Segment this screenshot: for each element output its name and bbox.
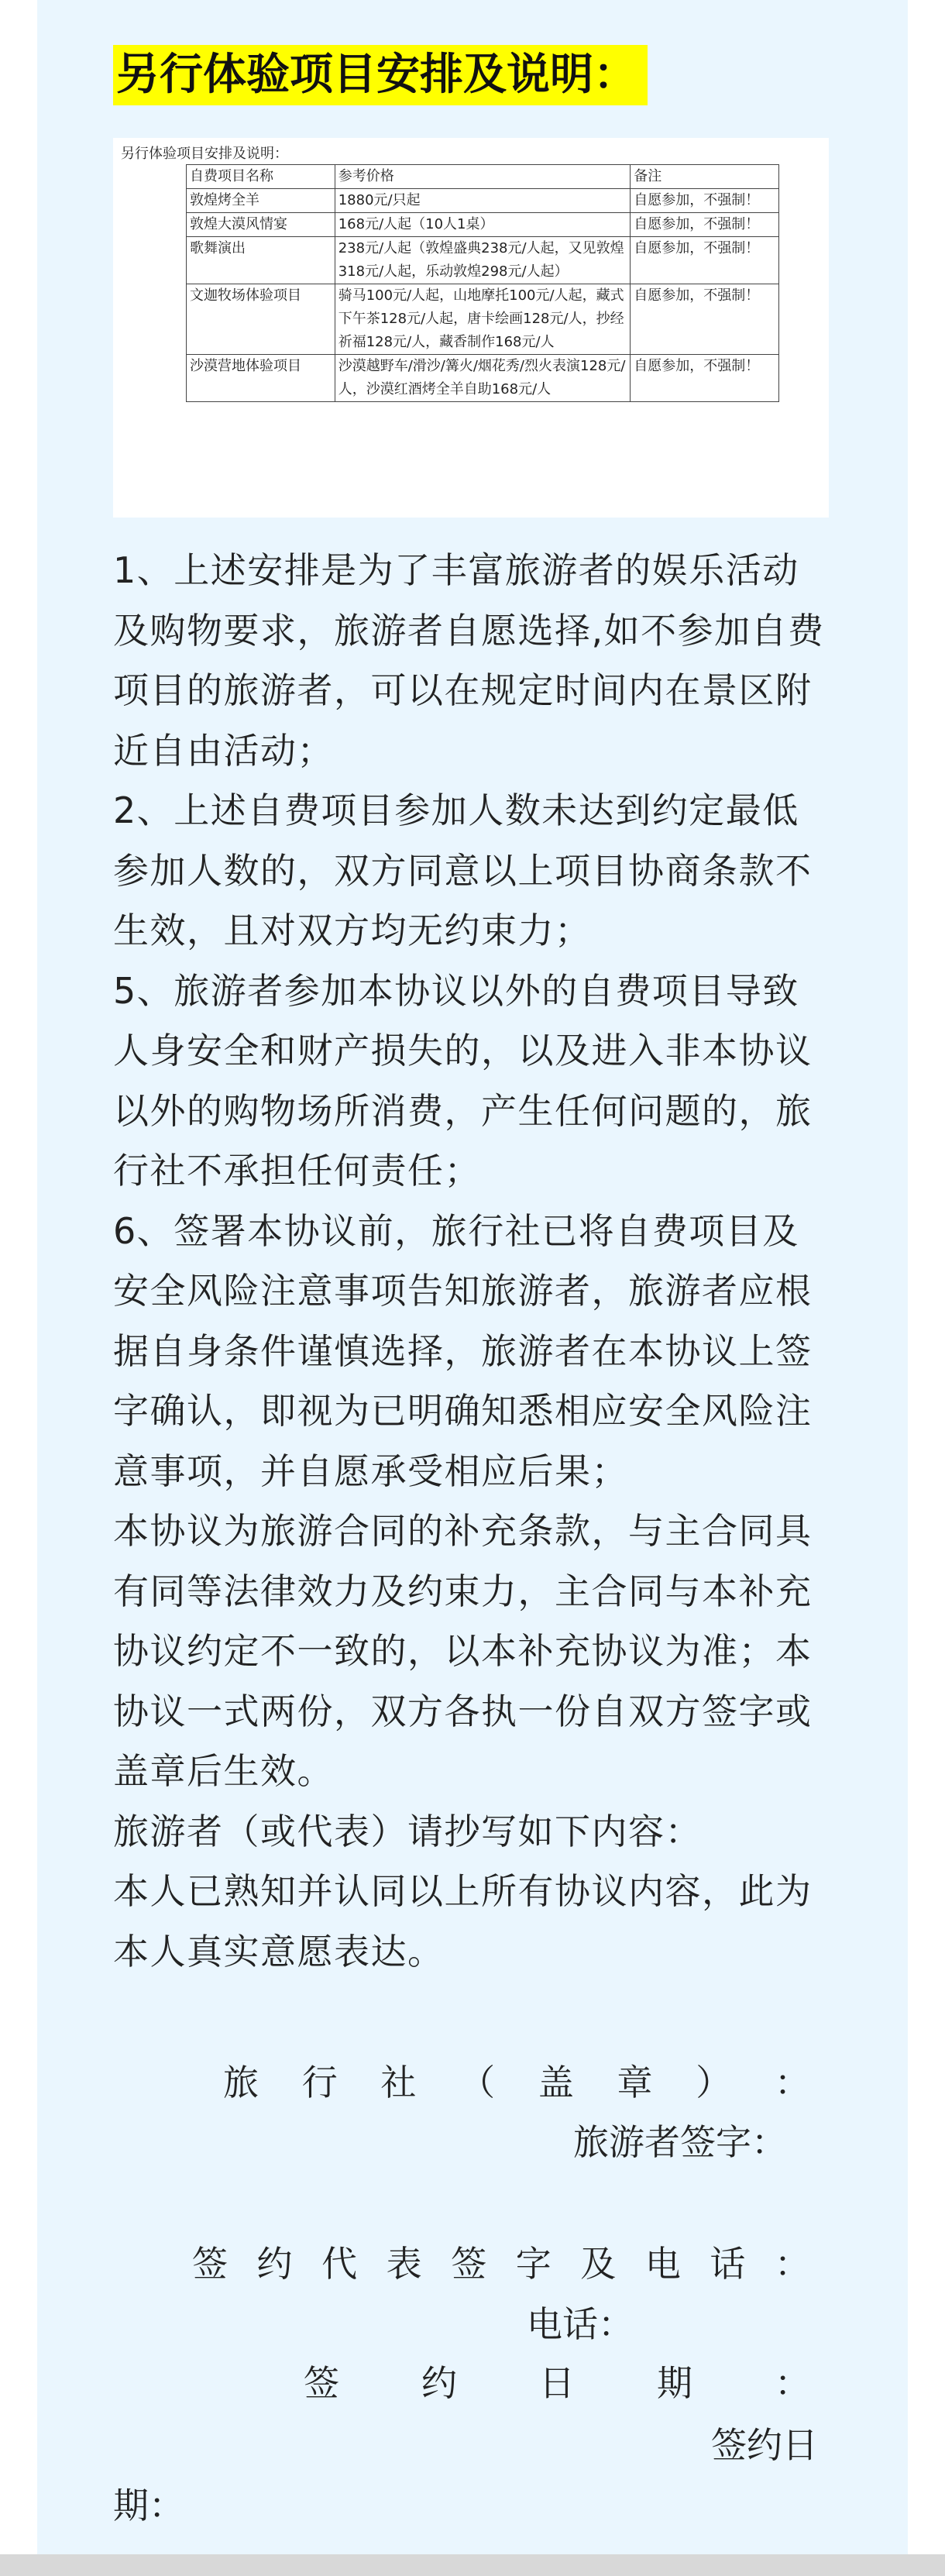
representative-char: ： <box>774 2243 810 2285</box>
fee-table-image <box>113 138 829 518</box>
clause-2: 2、上述自费项目参加人数未达到约定最低参加人数的，双方同意以上项目协商条款不生效，且对双方均无约束力； <box>113 789 813 951</box>
page-title: 另行体验项目安排及说明： <box>113 45 648 105</box>
sign-date-char: 约 <box>421 2362 457 2404</box>
table-cell: 歌舞演出 <box>187 237 335 284</box>
agency-seal-char: 行 <box>301 2062 338 2103</box>
clause-6: 6、签署本协议前，旅行社已将自费项目及安全风险注意事项告知旅游者，旅游者应根据自身条件谨慎选择，旅游者在本协议上签字确认，即视为已明确知悉相应安全风险注意事项，并自愿承受相应后果； <box>113 1209 813 1492</box>
sign-date-label-part1: 签约日 <box>711 2424 818 2466</box>
table-cell: 自愿参加，不强制！ <box>631 355 779 402</box>
table-cell: 文迦牧场体验项目 <box>187 284 335 355</box>
table-header-cell: 自费项目名称 <box>187 165 335 189</box>
representative-char: 签 <box>451 2243 487 2285</box>
sign-date-char: 签 <box>304 2362 339 2404</box>
table-cell: 骑马100元/人起，山地摩托100元/人起，藏式下午茶128元/人起，唐卡绘画128元/人，抄经祈福128元/人，藏香制作168元/人 <box>335 284 630 355</box>
table-cell: 自愿参加，不强制！ <box>631 213 779 237</box>
table-cell: 168元/人起（10人1桌） <box>335 213 630 237</box>
representative-char: 代 <box>321 2243 358 2285</box>
representative-char: 电 <box>644 2243 681 2285</box>
table-header-cell: 参考价格 <box>335 165 630 189</box>
consent-statement: 本人已熟知并认同以上所有协议内容，此为本人真实意愿表达。 <box>113 1870 813 1972</box>
table-row <box>187 284 779 355</box>
representative-char: 签 <box>192 2243 228 2285</box>
representative-char: 话 <box>710 2243 746 2285</box>
table-cell: 1880元/只起 <box>335 189 630 213</box>
table-cell: 沙漠营地体验项目 <box>187 355 335 402</box>
agreement-text <box>113 541 832 1982</box>
table-cell: 沙漠越野车/滑沙/篝火/烟花秀/烈火表演128元/人，沙漠红酒烤全羊自助168元/人 <box>335 355 630 402</box>
bottom-bar <box>0 2554 945 2576</box>
table-cell: 自愿参加，不强制！ <box>631 237 779 284</box>
representative-char: 字 <box>515 2243 552 2285</box>
sign-date-char: ： <box>775 2362 810 2404</box>
clause-1: 1、上述安排是为了丰富旅游者的娱乐活动及购物要求，旅游者自愿选择,如不参加自费项目的旅游者，可以在规定时间内在景区附近自由活动； <box>113 549 825 772</box>
sign-date-line <box>304 2360 810 2406</box>
tourist-signature-label: 旅游者签字： <box>573 2121 787 2163</box>
table-cell: 238元/人起（敦煌盛典238元/人起，又见敦煌318元/人起，乐动敦煌298元/人起） <box>335 237 630 284</box>
representative-line <box>192 2241 810 2287</box>
copy-instruction: 旅游者（或代表）请抄写如下内容： <box>113 1810 702 1852</box>
table-cell: 敦煌大漠风情宴 <box>187 213 335 237</box>
supplement-clause: 本协议为旅游合同的补充条款，与主合同具有同等法律效力及约束力，主合同与本补充协议约定不一致的，以本补充协议为准；本协议一式两份，双方各执一份自双方签字或盖章后生效。 <box>113 1510 813 1792</box>
sign-date-char: 期 <box>657 2362 692 2404</box>
table-cell: 自愿参加，不强制！ <box>631 189 779 213</box>
fee-table <box>186 164 779 402</box>
representative-char: 约 <box>256 2243 293 2285</box>
clause-5: 5、旅游者参加本协议以外的自费项目导致人身安全和财产损失的，以及进入非本协议以外的购物场所消费，产生任何问题的，旅行社不承担任何责任； <box>113 969 813 1192</box>
agency-seal-char: 盖 <box>538 2062 574 2103</box>
sign-date-label-part2: 期： <box>113 2485 184 2526</box>
representative-char: 表 <box>386 2243 422 2285</box>
table-header-row <box>187 165 779 189</box>
table-caption: 另行体验项目安排及说明： <box>121 146 288 162</box>
agency-seal-line <box>223 2059 810 2106</box>
agency-seal-char: 旅 <box>223 2062 259 2103</box>
table-header-cell: 备注 <box>631 165 779 189</box>
agency-seal-char: ） <box>696 2062 732 2103</box>
table-row <box>187 213 779 237</box>
table-row <box>187 189 779 213</box>
agency-seal-char: （ <box>459 2062 496 2103</box>
agency-seal-char: 章 <box>617 2062 653 2103</box>
agency-seal-char: ： <box>774 2062 810 2103</box>
table-row <box>187 355 779 402</box>
sign-date-char: 日 <box>539 2362 575 2404</box>
agency-seal-char: 社 <box>380 2062 417 2103</box>
table-row <box>187 237 779 284</box>
phone-label: 电话： <box>527 2303 634 2345</box>
table-cell: 敦煌烤全羊 <box>187 189 335 213</box>
representative-char: 及 <box>580 2243 617 2285</box>
table-cell: 自愿参加，不强制！ <box>631 284 779 355</box>
